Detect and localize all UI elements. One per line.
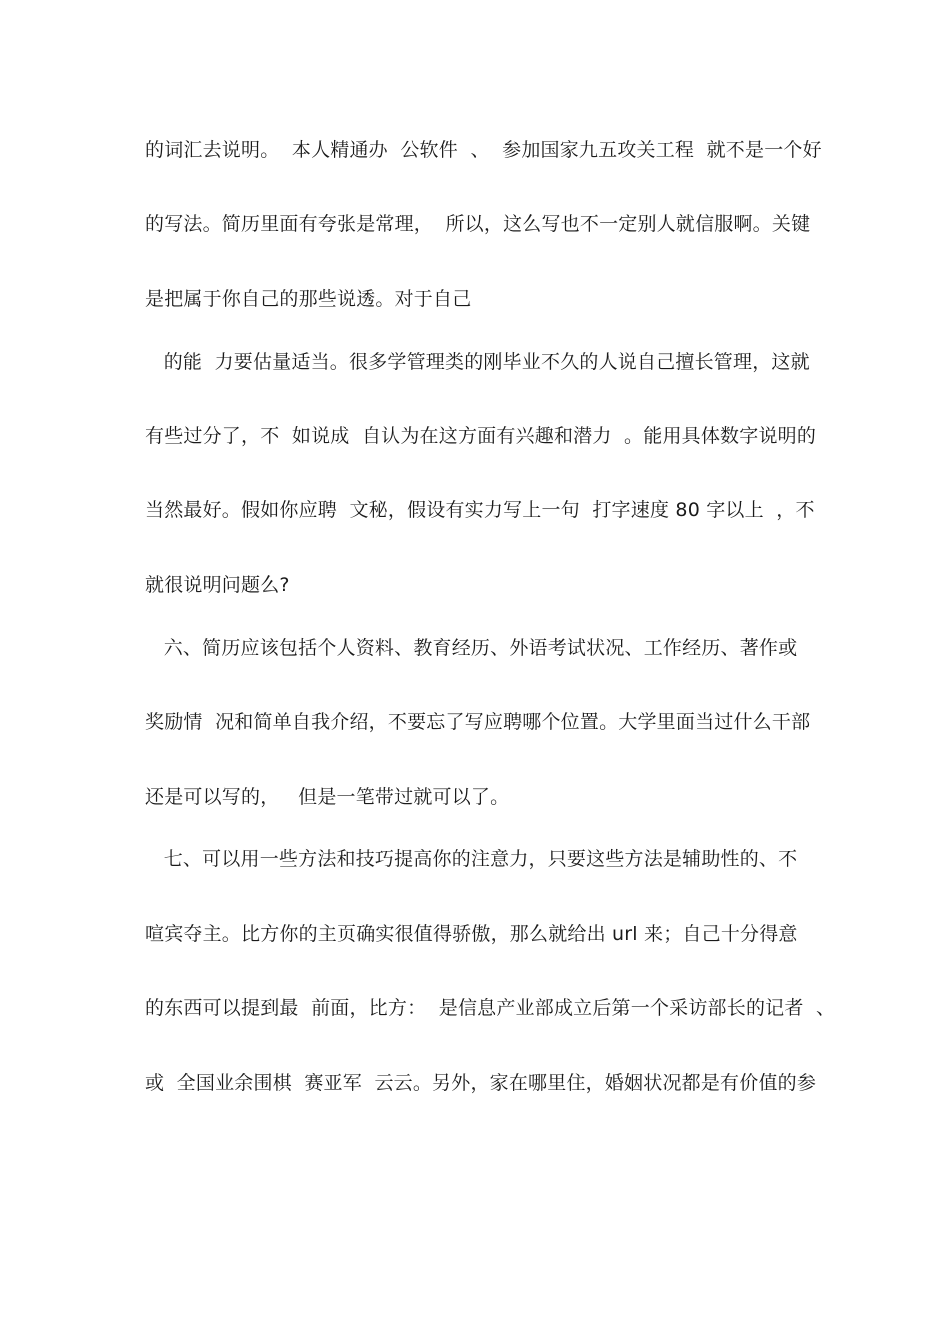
text-line: 还是可以写的， 但是一笔带过就可以了。 (145, 786, 510, 808)
text-line: 当然最好。假如你应聘 文秘，假设有实力写上一句 打字速度 80 字以上 ，不 (145, 499, 815, 521)
text-line: 七、可以用一些方法和技巧提高你的注意力，只要这些方法是辅助性的、不 (145, 848, 798, 870)
text-line: 的能 力要估量适当。很多学管理类的刚毕业不久的人说自己擅长管理，这就 (145, 351, 810, 373)
text-line: 的词汇去说明。 本人精通办 公软件 、 参加国家九五攻关工程 就不是一个好 (145, 139, 822, 161)
text-line: 是把属于你自己的那些说透。对于自己 (145, 288, 472, 310)
text-line: 奖励情 况和简单自我介绍，不要忘了写应聘哪个位置。大学里面当过什么干部 (145, 711, 811, 733)
text-line: 就很说明问题么? (145, 574, 290, 596)
text-line: 的东西可以提到最 前面，比方： 是信息产业部成立后第一个采访部长的记者 、 (145, 997, 836, 1019)
text-line: 六、简历应该包括个人资料、教育经历、外语考试状况、工作经历、著作或 (145, 637, 798, 659)
text-line: 有些过分了，不 如说成 自认为在这方面有兴趣和潜力 。能用具体数字说明的 (145, 425, 817, 447)
text-line: 喧宾夺主。比方你的主页确实很值得骄傲，那么就给出 url 来；自己十分得意 (145, 923, 798, 945)
text-line: 的写法。简历里面有夸张是常理， 所以，这么写也不一定别人就信服啊。关键 (145, 213, 811, 235)
text-line: 或 全国业余围棋 赛亚军 云云。另外，家在哪里住，婚姻状况都是有价值的参 (145, 1072, 817, 1094)
